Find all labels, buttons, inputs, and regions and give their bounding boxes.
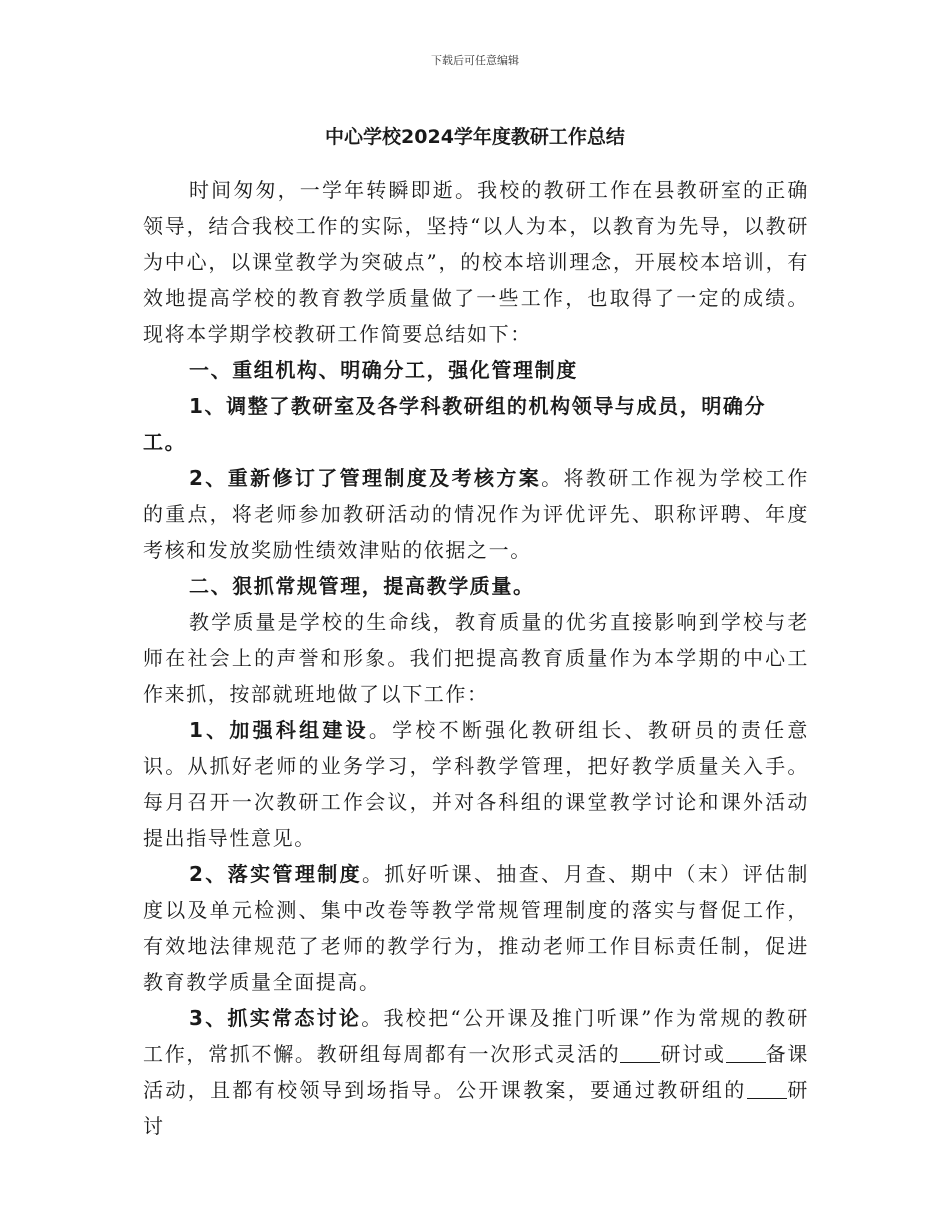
header-note: 下载后可任意编辑 — [431, 54, 519, 67]
section-heading-2: 二、狠抓常规管理，提高教学质量。 — [189, 574, 535, 598]
section2-item3-lead: 3、抓实常态讨论 — [189, 1006, 362, 1030]
document-title: 中心学校2024学年度教研工作总结 — [325, 126, 625, 148]
section2-item3-text-1: 。我校把“公开课及推门听课”作为常规的教研工作，常抓不懈。教研组每周都有一次形式灵活的 — [143, 1006, 809, 1066]
section2-item2 — [143, 856, 809, 1000]
section2-item3-text-4: 研讨 — [143, 1078, 809, 1138]
section2-item3-text-3: 备课活动，且都有校领导到场指导。公开课教案，要通过教研组的 — [143, 1042, 809, 1102]
fill-in-blank — [620, 1042, 660, 1063]
section2-item2-lead: 2、落实管理制度 — [189, 862, 363, 886]
section2-item3 — [143, 1000, 809, 1144]
section2-intro: 教学质量是学校的生命线，教育质量的优劣直接影响到学校与老师在社会上的声誉和形象。我们把提高教育质量作为本学期的中心工作来抓，按部就班地做了以下工作： — [143, 610, 809, 706]
section2-item3-text-2: 研讨或 — [660, 1042, 726, 1066]
section-heading-1: 一、重组机构、明确分工，强化管理制度 — [189, 358, 578, 382]
section2-item1 — [143, 712, 809, 856]
intro-paragraph: 时间匆匆，一学年转瞬即逝。我校的教研工作在县教研室的正确领导，结合我校工作的实际，坚持“以人为本，以教育为先导，以教研为中心，以课堂教学为突破点”，的校本培训理念，开展校本培训，有效地提高学校的教育教学质量做了一些工作，也取得了一定的成绩。现将本学期学校教研工作简要总结如下： — [143, 178, 809, 346]
section2-item1-text: 。学校不断强化教研组长、教研员的责任意识。从抓好老师的业务学习，学科教学管理，把好教学质量关入手。每月召开一次教研工作会议，并对各科组的课堂教学讨论和课外活动提出指导性意见。 — [143, 718, 810, 850]
section2-item2-text: 。抓好听课、抽查、月查、期中（末）评估制度以及单元检测、集中改卷等教学常规管理制度的落实与督促工作，有效地法律规范了老师的教学行为，推动老师工作目标责任制，促进教育教学质量全面提高。 — [143, 862, 810, 994]
fill-in-blank — [726, 1042, 766, 1063]
section1-item2-text: 。将教研工作视为学校工作的重点，将老师参加教研活动的情况作为评优评先、职称评聘、年度考核和发放奖励性绩效津贴的依据之一。 — [143, 466, 810, 562]
section1-item2 — [143, 460, 809, 568]
document-body — [143, 172, 809, 1144]
section2-item1-lead: 1、加强科组建设 — [189, 718, 369, 742]
section1-item1: 1、调整了教研室及各学科教研组的机构领导与成员，明确分工。 — [143, 394, 767, 454]
section1-item2-lead: 2、重新修订了管理制度及考核方案 — [189, 466, 542, 490]
fill-in-blank — [747, 1078, 787, 1099]
